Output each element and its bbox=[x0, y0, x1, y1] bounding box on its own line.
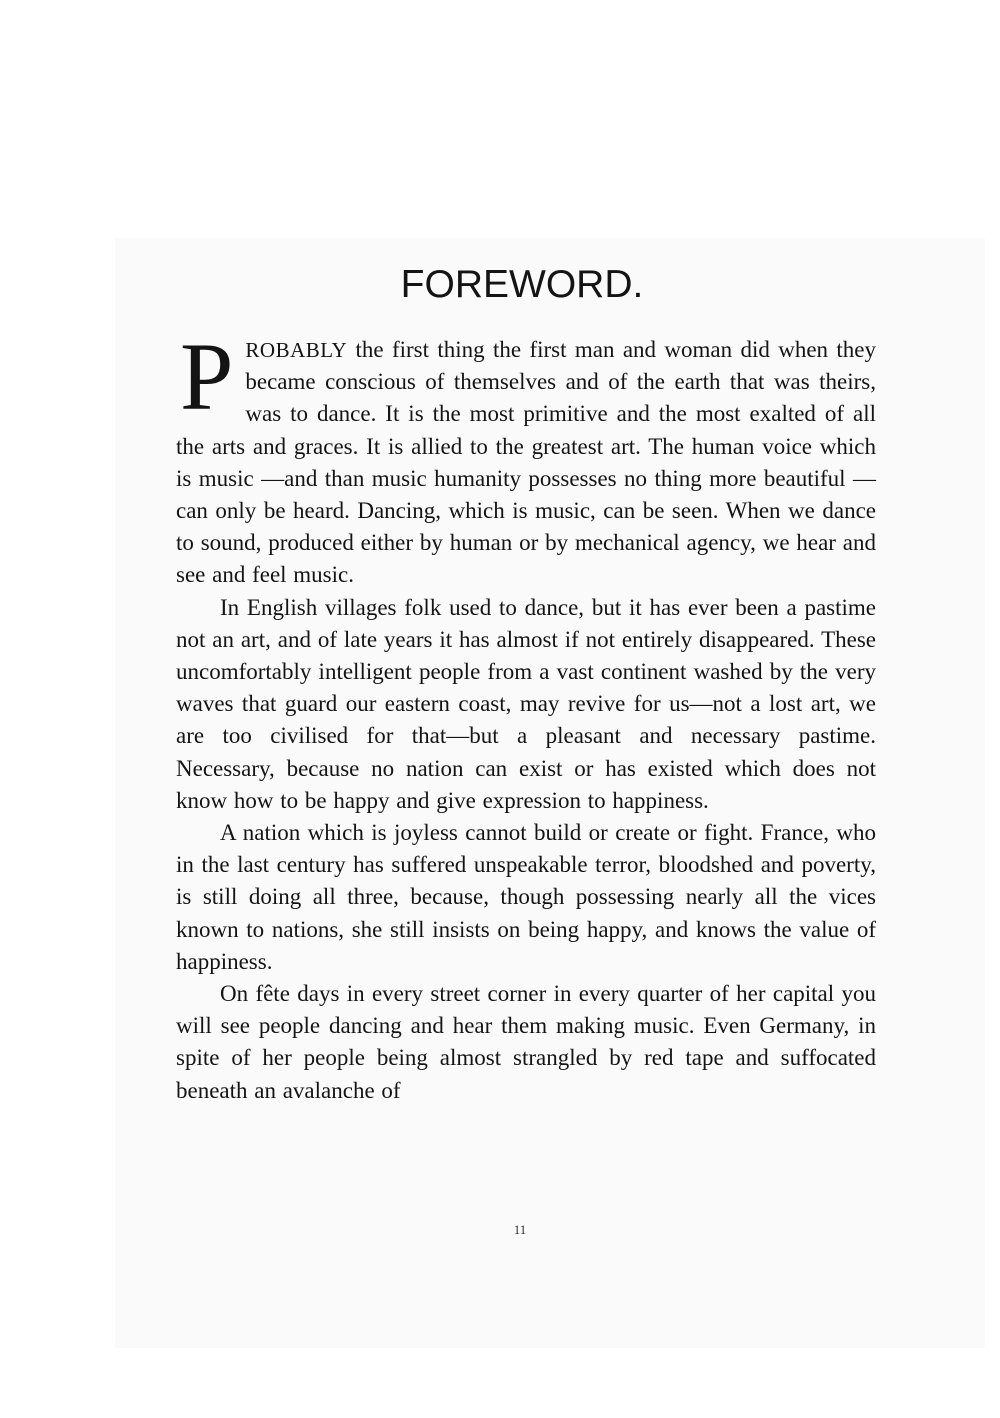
paragraph-4: On fête days in every street corner in every quarter of her capital you will see people dancing and hear them making music. Even Germany, in spite of her people being almost strangled by red tape and suffocated beneath an avalanche of bbox=[176, 981, 876, 1103]
page-number: 11 bbox=[513, 1222, 527, 1237]
paragraph-3: A nation which is joyless cannot build or create or fight. France, who in the last century has suffered unspeakable terror, bloodshed and poverty, is still doing all three, because, though possessing nearly all the vices known to nations, she still insists on being happy, and knows the value of happiness. bbox=[176, 820, 876, 974]
paragraph-1-text: the first thing the first man and woman did when they became conscious of themselves and of the earth that was theirs, was to dance. It is the most primitive and the most exalted of all the arts and graces. It is allied to the greatest art. The human voice which is music —and than music humanity possesses no thing more beautiful —can only be heard. Dancing, which is music, can be seen. When we dance to sound, produced either by human or by mechanical agency, we hear and see and feel music. bbox=[176, 337, 876, 588]
paragraph-2: In English villages folk used to dance, but it has ever been a pastime not an art, and of late years it has almost if not entirely disappeared. These uncomfortably intelligent people from a vast continent washed by the very waves that guard our eastern coast, may revive for us—not a lost art, we are too civilised for that—but a pleasant and necessary pastime. Necessary, because no nation can exist or has existed which does not know how to be happy and give expression to happiness. bbox=[176, 594, 876, 813]
drop-cap: P bbox=[180, 323, 234, 430]
paragraph-1 bbox=[176, 323, 876, 592]
page-body bbox=[176, 262, 876, 1107]
opening-caps: ROBABLY bbox=[245, 338, 348, 362]
page-title: FOREWORD. bbox=[400, 263, 644, 306]
